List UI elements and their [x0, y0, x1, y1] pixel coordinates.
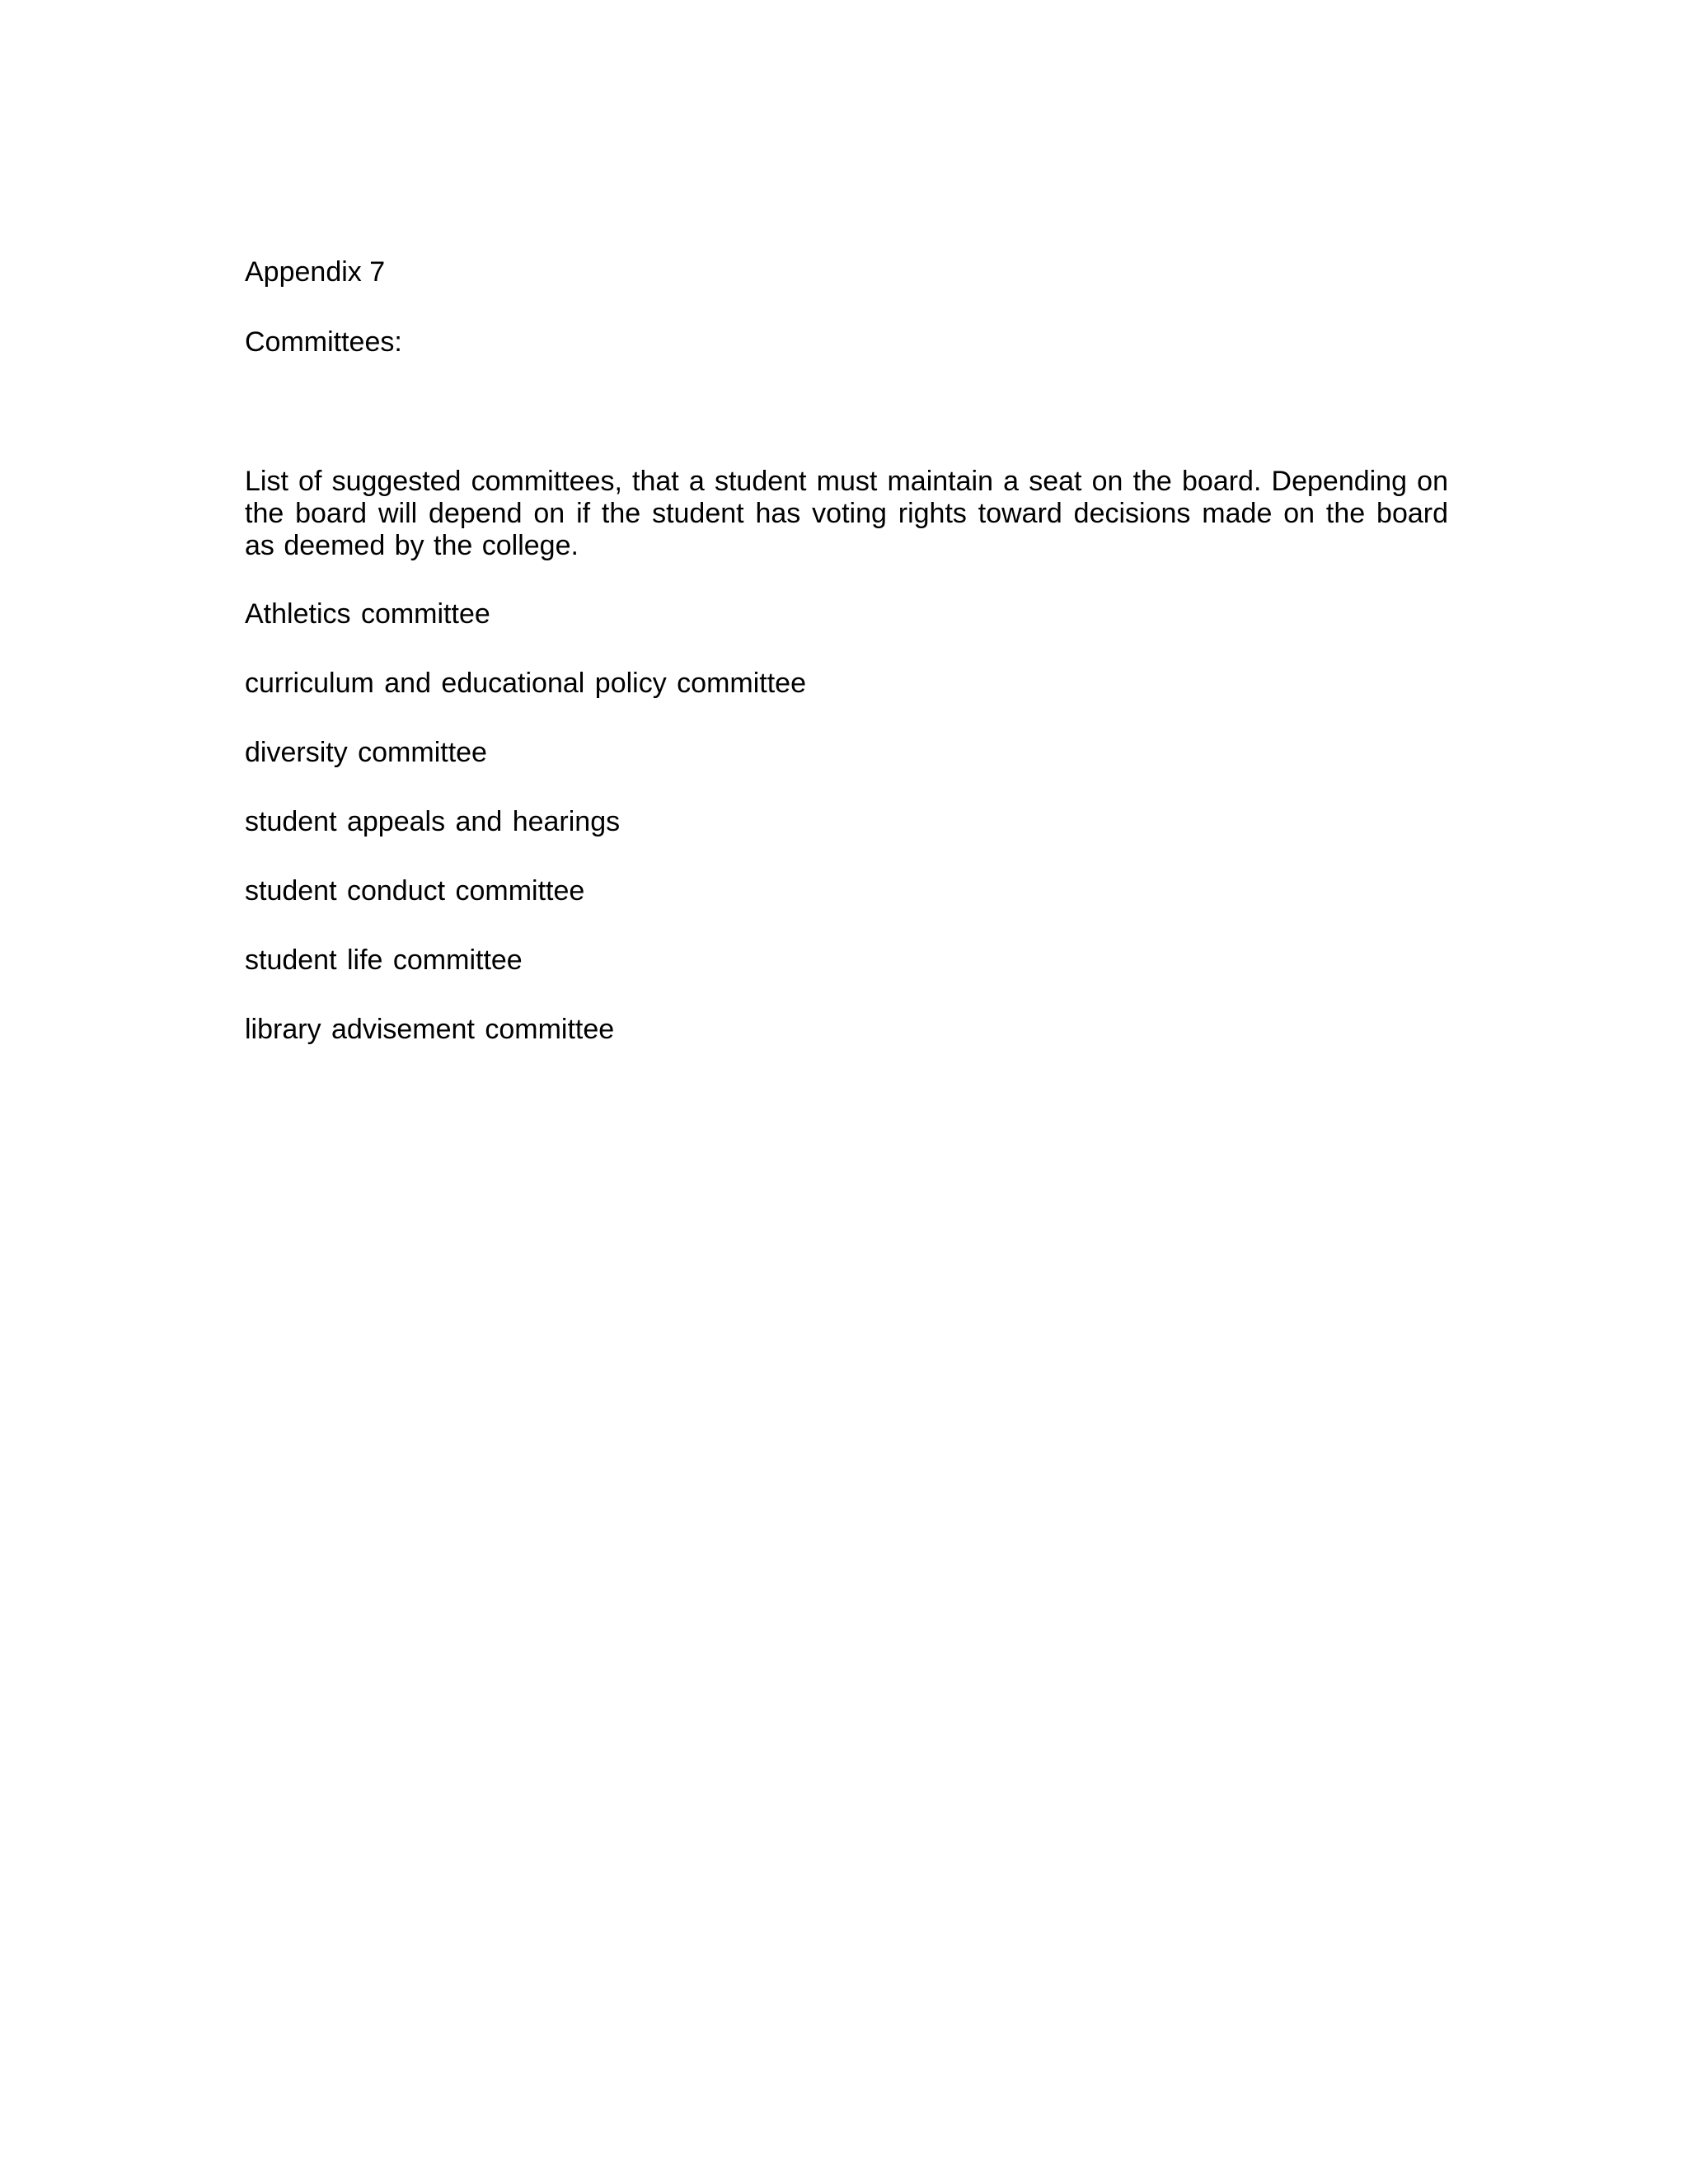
list-item: curriculum and educational policy committee	[245, 668, 806, 699]
appendix-label: Appendix 7	[245, 256, 386, 288]
list-item: student life committee	[245, 944, 523, 976]
list-item: student conduct committee	[245, 875, 585, 907]
list-item: diversity committee	[245, 737, 487, 768]
committee-list	[245, 598, 806, 1083]
list-item: student appeals and hearings	[245, 806, 621, 837]
list-item: library advisement committee	[245, 1014, 615, 1045]
committees-heading: Committees:	[245, 326, 402, 358]
list-item: Athletics committee	[245, 598, 490, 630]
intro-paragraph: List of suggested committees, that a student must maintain a seat on the board. Depending on the board will depend on if the student has voting rights toward decisions made on the board as deemed by the college.	[245, 466, 1448, 561]
